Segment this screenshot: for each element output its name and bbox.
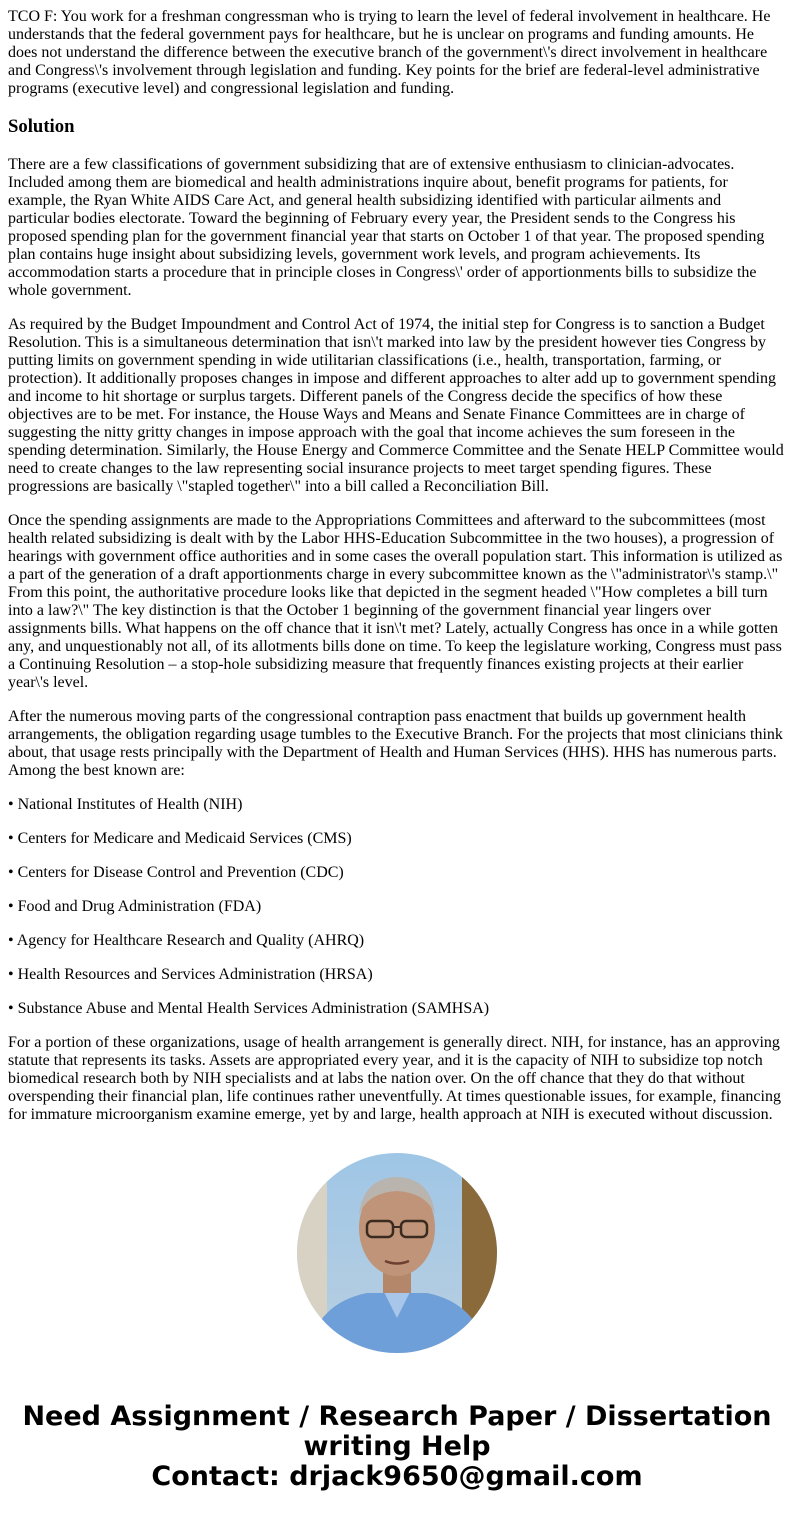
list-item: • Agency for Healthcare Research and Quality (AHRQ) [8,932,365,949]
solution-heading: Solution [8,116,75,137]
list-item: • Centers for Medicare and Medicaid Services (CMS) [8,830,352,847]
paragraph: For a portion of these organizations, usage of health arrangement is generally direct. NIH, for instance, has an approving statute that represents its tasks. Assets are appropriated every year, and it is the capacity of NIH to subsidize top notch biomedical research both by NIH specialists and at labs the nation over. On the off chance that they do that without overspending their financial plan, life continues rather uneventfully. At times questionable issues, for example, financing for immature microorganism examine emerge, yet by and large, health approach at NIH is executed without discussion. [8,1034,781,1122]
question-text: TCO F: You work for a freshman congressman who is trying to learn the level of federal involvement in healthcare. He understands that the federal government pays for healthcare, but he is unclear on programs and funding amounts. He does not understand the difference between the executive branch of the government\'s direct involvement in healthcare and Congress\'s involvement through legislation and funding. Key points for the brief are federal-level administrative programs (executive level) and congressional legislation and funding. [8,8,771,97]
paragraph: Once the spending assignments are made to the Appropriations Committees and afterward to the subcommittees (most health related subsidizing is dealt with by the Labor HHS-Education Subcommittee in the two houses), a progression of hearings with government office authorities and in some cases the overall population start. This information is utilized as a part of the generation of a draft apportionments charge in every subcommittee known as the \"administrator\'s stamp.\" From this point, the authoritative procedure looks like that depicted in the segment headed \"How completes a bill turn into a law?\" The key distinction is that the October 1 beginning of the government financial year lingers over assignments bills. What happens on the off chance that it isn\'t met? Lately, actually Congress has once in a while gotten any, and unquestionably not all, of its allotments bills done on time. To keep the legislature working, Congress must pass a Continuing Resolution – a stop-hole subsidizing measure that frequently finances existing projects at their earlier year\'s level. [8,512,783,691]
paragraph: There are a few classifications of government subsidizing that are of extensive enthusiasm to clinician-advocates. Included among them are biomedical and health administrations inquire about, benefit programs for patients, for example, the Ryan White AIDS Care Act, and general health subsidizing identified with particular ailments and particular bodies electorate. Toward the beginning of February every year, the President sends to the Congress his proposed spending plan for the government financial year that starts on October 1 of that year. The proposed spending plan contains huge insight about subsidizing levels, government work levels, and program achievements. Its accommodation starts a procedure that in principle closes in Congress\' order of apportionments bills to subsidize the whole government. [8,156,765,299]
author-avatar [297,1153,497,1353]
list-item: • Centers for Disease Control and Prevention (CDC) [8,864,344,881]
list-item: • National Institutes of Health (NIH) [8,796,243,813]
contact-email: Contact: drjack9650@gmail.com [151,1461,643,1492]
contact-banner [0,1402,794,1492]
list-item: • Health Resources and Services Administration (HRSA) [8,966,373,983]
list-item: • Food and Drug Administration (FDA) [8,898,262,915]
paragraph: As required by the Budget Impoundment and Control Act of 1974, the initial step for Congress is to sanction a Budget Resolution. This is a simultaneous determination that isn\'t marked into law by the president however ties Congress by putting limits on government spending in wide utilitarian classifications (i.e., health, transportation, farming, or protection). It additionally proposes changes in impose and different approaches to alter add up to government spending and income to hit shortage or surplus targets. Different panels of the Congress decide the specifics of how these objectives are to be met. For instance, the House Ways and Means and Senate Finance Committees are in charge of suggesting the nitty gritty changes in impose approach with the goal that income achieves the sum foreseen in the spending determination. Similarly, the House Energy and Commerce Committee and the Senate HELP Committee would need to create changes to the law representing social insurance projects to meet target spending figures. These progressions are basically \"stapled together\" into a bill called a Reconciliation Bill. [8,316,784,495]
document-body [8,8,786,1122]
help-headline: Need Assignment / Research Paper / Dissertation writing Help [22,1401,772,1462]
paragraph: After the numerous moving parts of the congressional contraption pass enactment that builds up government health arrangements, the obligation regarding usage tumbles to the Executive Branch. For the projects that most clinicians think about, that usage rests principally with the Department of Health and Human Services (HHS). HHS has numerous parts. Among the best known are: [8,708,783,779]
list-item: • Substance Abuse and Mental Health Services Administration (SAMHSA) [8,1000,490,1017]
